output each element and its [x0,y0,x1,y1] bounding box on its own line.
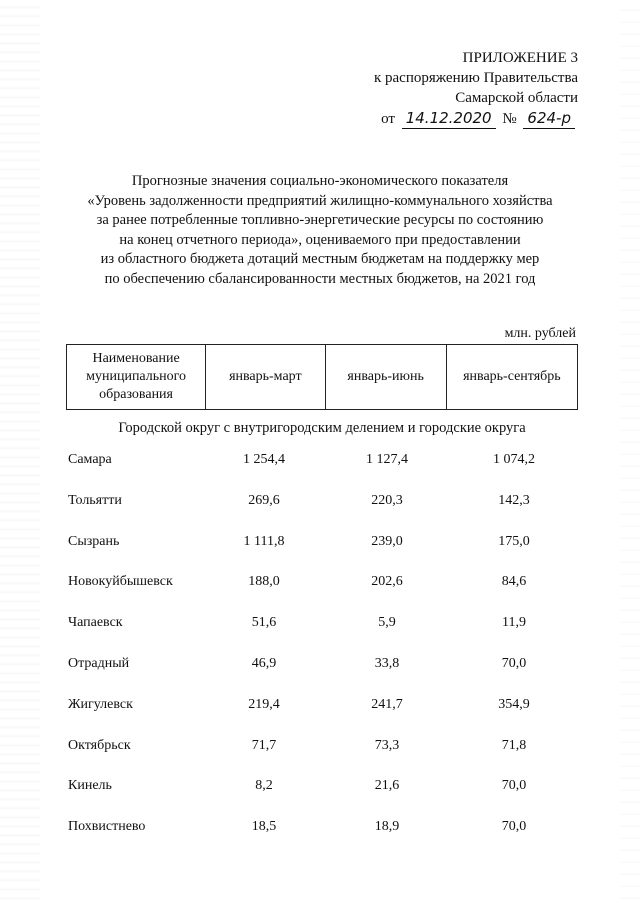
header-municipality: Наименование муниципального образования [67,345,206,410]
municipality-name: Октябрьск [68,737,131,753]
value-jan-jun: 220,3 [371,492,403,508]
from-label: от [381,111,395,127]
appendix-line-1: к распоряжению Правительства [373,70,578,86]
header-jan-sep: январь-сентябрь [446,345,577,410]
appendix-line-2: Самарской области [455,90,578,106]
table-row [66,452,578,493]
value-jan-mar: 18,5 [251,819,277,835]
title-line: из областного бюджета дотаций местным бюджетам на поддержку мер [100,251,540,267]
value-jan-jun: 73,3 [374,737,400,753]
value-jan-jun: 241,7 [371,696,403,712]
appendix-heading: ПРИЛОЖЕНИЕ 3 [462,50,578,66]
table-row [66,819,578,860]
table-row [66,574,578,615]
value-jan-mar: 51,6 [251,615,277,631]
title-line: за ранее потребленные топливно-энергетические ресурсы по состоянию [96,212,544,228]
municipality-name: Тольятти [68,492,122,508]
value-jan-mar: 71,7 [251,737,277,753]
value-jan-sep: 70,0 [501,819,527,835]
value-jan-jun: 33,8 [374,655,400,671]
value-jan-sep: 142,3 [498,492,530,508]
value-jan-sep: 70,0 [501,778,527,794]
value-jan-mar: 219,4 [248,696,280,712]
title-line: «Уровень задолженности предприятий жилищно-коммунального хозяйства [87,192,553,209]
value-jan-sep: 354,9 [498,696,530,712]
municipality-name: Сызрань [68,533,120,549]
municipality-name: Самара [68,452,112,467]
title-line: по обеспечению сбалансированности местных бюджетов, на 2021 год [104,270,536,287]
value-jan-mar: 269,6 [248,492,280,508]
number-label: № [502,111,517,127]
value-jan-jun: 18,9 [374,819,400,835]
title-line: на конец отчетного периода», оцениваемого при предоставлении [119,231,521,248]
municipality-name: Жигулевск [68,696,133,712]
value-jan-mar: 8,2 [255,778,273,794]
value-jan-mar: 1 254,4 [243,452,285,467]
value-jan-sep: 175,0 [498,533,530,549]
table-row [66,615,578,656]
municipality-name: Отрадный [68,655,130,671]
table-row [66,697,578,738]
units-label: млн. рублей [504,326,576,341]
table-row [66,778,578,819]
value-jan-jun: 21,6 [374,778,400,794]
value-jan-jun: 202,6 [371,574,403,590]
section-heading: Городской округ с внутригородским делением и городские округа [118,420,526,436]
municipality-name: Новокуйбышевск [68,574,173,590]
value-jan-sep: 70,0 [501,655,527,671]
value-jan-jun: 239,0 [371,533,403,549]
municipality-name: Кинель [68,778,112,794]
value-jan-sep: 1 074,2 [493,452,535,467]
header-jan-mar: январь-март [206,345,325,410]
value-jan-jun: 1 127,4 [366,452,408,467]
order-number: 624-р [523,108,575,129]
table-row [66,738,578,779]
value-jan-sep: 11,9 [502,615,526,631]
municipality-name: Похвистнево [68,819,146,835]
value-jan-jun: 5,9 [378,615,396,631]
value-jan-mar: 46,9 [251,655,277,671]
title-line: Прогнозные значения социально-экономического показателя [131,173,509,189]
table-body [66,452,578,860]
scan-edge-left [0,0,40,905]
table-row [66,493,578,534]
order-date: 14.12.2020 [402,108,496,129]
scan-edge-right [620,0,640,905]
table-row [66,534,578,575]
document-title [60,172,580,289]
value-jan-sep: 71,8 [501,737,527,753]
header-jan-jun: январь-июнь [325,345,446,410]
table-header [66,344,578,410]
appendix-block [338,48,578,129]
value-jan-mar: 188,0 [248,574,280,590]
value-jan-mar: 1 111,8 [243,533,285,549]
municipality-name: Чапаевск [68,615,123,631]
value-jan-sep: 84,6 [501,574,527,590]
table-row [66,656,578,697]
order-line [338,108,578,129]
